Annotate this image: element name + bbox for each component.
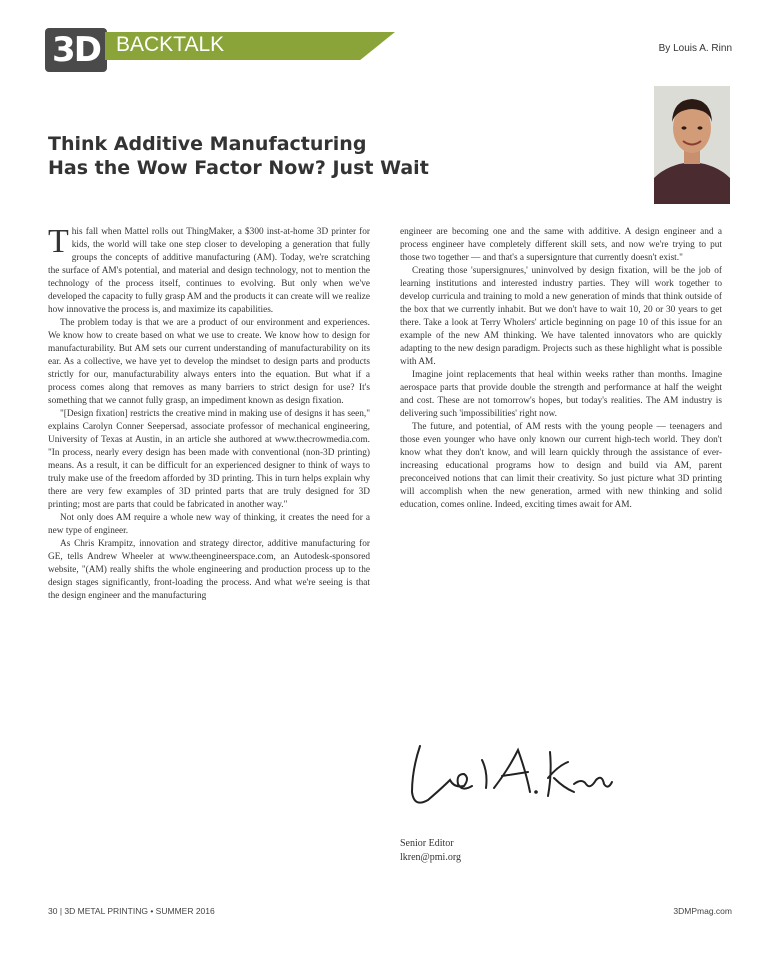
- drop-cap: T: [48, 223, 69, 260]
- paragraph: Not only does AM require a whole new way of thinking, it creates the need for a new type of engineer.: [48, 513, 370, 536]
- section-title: BACKTALK: [116, 33, 225, 56]
- paragraph-text: his fall when Mattel rolls out ThingMaker, a $300 inst-at-home 3D printer for kids, the world will take one step closer to developing a generation that fully groups the concepts of additive manufacturing (AM). Today, we're scratching the surface of AM's potential, and material and design technology, not to mention the technology of the process itself, continues to evolving. But only when we've developed the capacity to fully grasp AM and the products it can create will we realize how innovative the process is, and maximize its capabilities.: [48, 227, 370, 315]
- paragraph: As Chris Krampitz, innovation and strategy director, additive manufacturing for GE, tells Andrew Wheeler at www.theengineerspace.com, an Autodesk-sponsored website, "(AM) really shifts the whole engineering and production process up to the design stages significantly, front-loading the process. And what we're seeing is that the design engineer and the manufacturing: [48, 539, 370, 601]
- paragraph: The problem today is that we are a product of our environment and experiences. We know how to create based on what we use to create. We know how to design for manufacturability. But AM sets our current understanding of manufacturability on its ear. As a collective, we have yet to develop the mindset to design parts and products strictly for our, manufacturability always enters into the equation. But what if a process comes along that removes as many barriers to strict design for use? It's something that we cannot fully grasp, an impediment known as design fixation.: [48, 318, 370, 406]
- page-footer-folio: 30 | 3D METAL PRINTING • SUMMER 2016: [48, 906, 215, 916]
- paragraph: "[Design fixation] restricts the creative mind in making use of designs it has seen," explains Carolyn Conner Seepersad, associate professor of mechanical engineering, University of Texas at Austin, in an article she authored at www.thecrowmedia.com. "In process, nearly every design has been made with conventional (non-3D printing) means. As a result, it can be difficult for an experienced designer to think of ways to truly make use of the freedom afforded by 3D printing. This in turn helps explain why there are very few examples of 3D printed parts that are truly designed for 3D printing; most are parts that could be fabricated in another way.": [48, 409, 370, 510]
- author-title: Senior Editor: [400, 838, 454, 849]
- author-photo: [654, 86, 730, 204]
- handwritten-signature: [398, 730, 618, 820]
- page-footer-url: 3DMPmag.com: [673, 906, 732, 916]
- headline-line-1: Think Additive Manufacturing: [48, 133, 367, 155]
- magazine-3d-logo: 3D: [45, 28, 107, 72]
- paragraph: The future, and potential, of AM rests with the young people — teenagers and those even younger who have only known our current high-tech world. They don't know what they don't know, and will learn quickly through the assistance of ever-increasing educational programs how to design and build via AM, parent preconceived notions that can limit their creativity. So just picture what 3D printing will accomplish when the new generation, armed with new thinking and solid education, comes online. Indeed, exciting times await for AM.: [400, 422, 722, 510]
- paragraph: [48, 223, 370, 317]
- headline-line-2: Has the Wow Factor Now? Just Wait: [48, 157, 429, 179]
- article-body-right-column: [400, 226, 722, 512]
- author-email: lkren@pmi.org: [400, 852, 461, 863]
- paragraph: Creating those 'supersignures,' uninvolved by design fixation, will be the job of learning institutions and interested industry parties. They will work together to develop curricula and training to mold a new generation of minds that think outside of the box that we currently inhabit. But we don't have to wait 10, 20 or 30 years to get there. Take a look at Terry Wholers' article beginning on page 10 of this issue for an example of the new AM thinking. We have talented innovators who are quickly adapting to the new design paradigm. Projects such as these highlight what is possible with AM.: [400, 266, 722, 367]
- article-body-left-column: [48, 223, 370, 603]
- article-headline: [48, 132, 568, 180]
- paragraph: engineer are becoming one and the same with additive. A design engineer and a process engineer have completely different skill sets, and now we're trying to put those two together — and that's a supersignture that currently doesn't exist.": [400, 227, 722, 263]
- byline: By Louis A. Rinn: [658, 43, 732, 54]
- paragraph: Imagine joint replacements that heal within weeks rather than months. Imagine aerospace parts that provide double the strength and performance at half the weight and cost. These are not tomorrow's hopes, but today's realities. The AM industry is delivering such 'impossibilities' right now.: [400, 370, 722, 419]
